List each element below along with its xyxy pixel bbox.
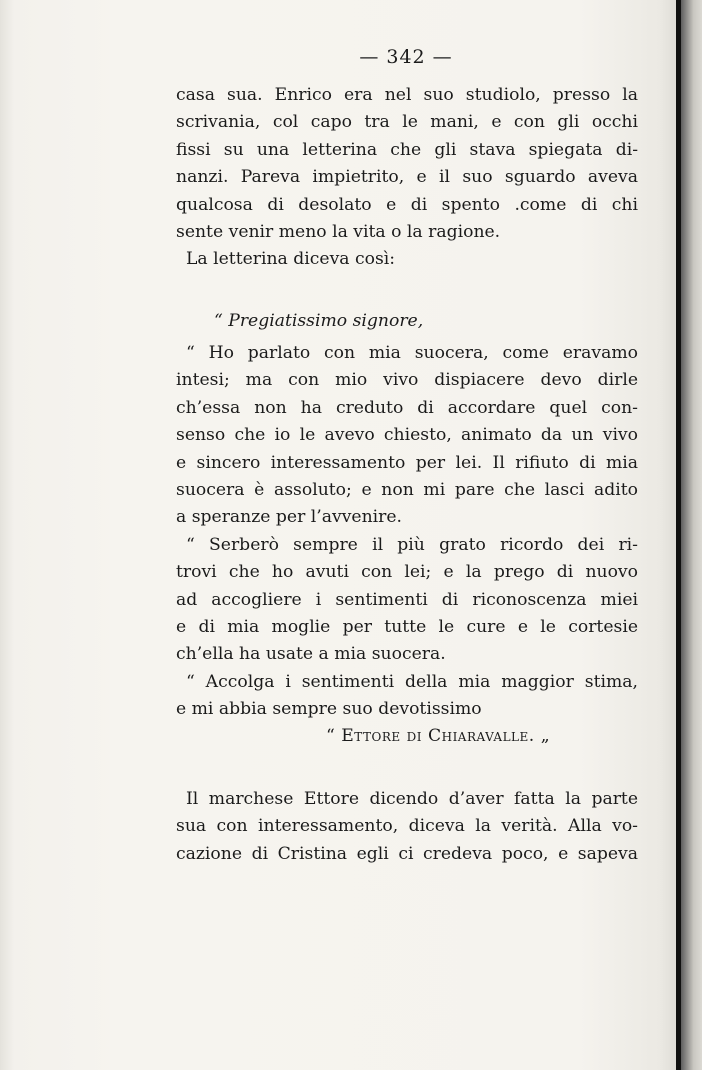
text-line: senso che io le avevo chiesto, animato da un vivo <box>176 425 638 446</box>
letter-body <box>176 340 638 751</box>
letter-salutation: “ Pregiatissimo signore, <box>214 311 424 331</box>
letter-salutation-block <box>176 308 638 335</box>
text-line: casa sua. Enrico era nel suo studiolo, presso la <box>176 85 638 105</box>
text-line: La letterina diceva così: <box>186 249 396 270</box>
text-line: scrivania, col capo tra le mani, e con gli occhi <box>176 112 638 133</box>
text-line: ch’ella ha usate a mia suocera. <box>176 644 446 665</box>
text-line: “ Ho parlato con mia suocera, come eravamo <box>186 343 638 363</box>
text-line: cazione di Cristina egli ci credeva poco, e sapeva <box>176 843 638 864</box>
text-line: fissi su una letterina che gli stava spiegata di- <box>176 139 638 160</box>
text-line: intesi; ma con mio vivo dispiacere devo dirle <box>176 370 638 391</box>
text-line: a speranze per l’avvenire. <box>176 507 402 528</box>
narrative-block-1 <box>176 82 638 274</box>
text-line: ad accogliere i sentimenti di riconoscenza miei <box>176 589 638 610</box>
text-line: sente venir meno la vita o la ragione. <box>176 221 501 242</box>
text-line: Il marchese Ettore dicendo d’aver fatta la parte <box>186 789 638 809</box>
text-line: suocera è assoluto; e non mi pare che lasci adito <box>176 479 638 500</box>
text-line: nanzi. Pareva impietrito, e il suo sguardo aveva <box>176 167 638 188</box>
text-line: e sincero interessamento per lei. Il rifiuto di mia <box>176 452 638 473</box>
narrative-block-2 <box>176 786 638 868</box>
text-line: trovi che ho avuti con lei; e la prego di nuovo <box>176 562 638 583</box>
letter-signature: “ Ettore di Chiaravalle. „ <box>326 726 551 747</box>
page-number: — 342 — <box>359 46 453 68</box>
text-line: “ Accolga i sentimenti della mia maggior stima, <box>186 671 638 692</box>
text-line: ch’essa non ha creduto di accordare quel con- <box>176 397 638 418</box>
text-line: “ Serberò sempre il più grato ricordo dei ri- <box>186 534 638 555</box>
page-binding-shadow <box>681 0 702 1070</box>
text-line: qualcosa di desolato e di spento .come di chi <box>176 194 638 215</box>
text-line: e mi abbia sempre suo devotissimo <box>176 699 482 720</box>
text-line: sua con interessamento, diceva la verità. Alla vo- <box>176 816 638 837</box>
text-line: e di mia moglie per tutte le cure e le cortesie <box>176 616 638 637</box>
